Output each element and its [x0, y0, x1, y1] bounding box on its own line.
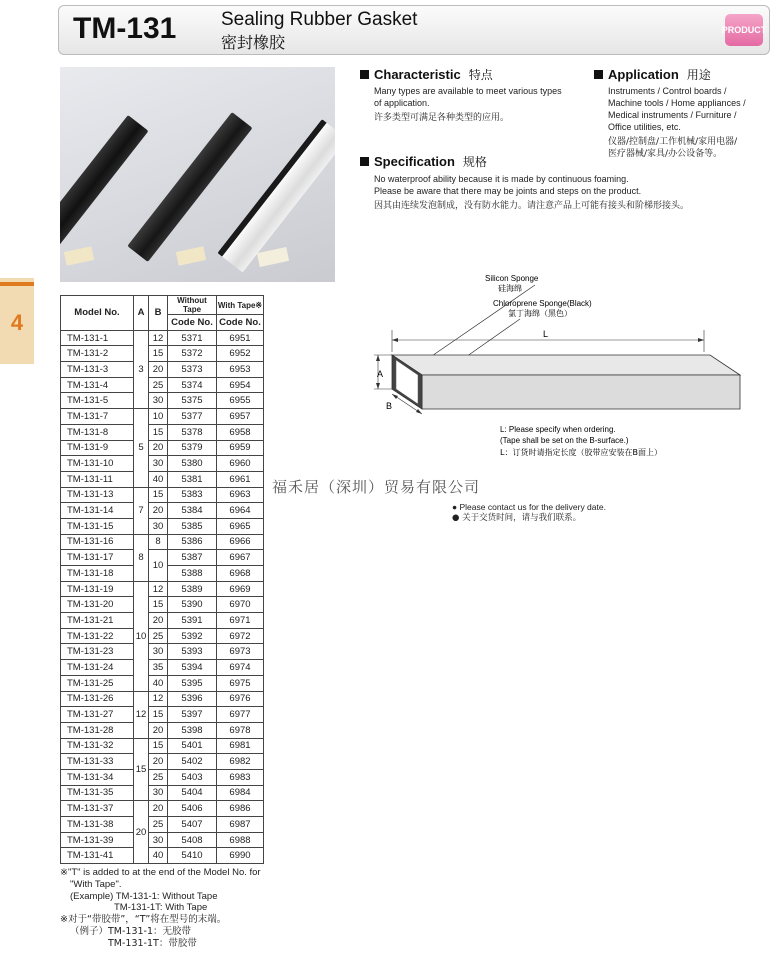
cell-code-without-tape: 5392 [168, 628, 217, 644]
cell-code-with-tape: 6990 [217, 848, 264, 864]
cell-b: 30 [149, 518, 168, 534]
cell-b: 30 [149, 785, 168, 801]
cell-b: 30 [149, 832, 168, 848]
cell-code-without-tape: 5375 [168, 393, 217, 409]
cell-code-with-tape: 6988 [217, 832, 264, 848]
application-heading: Application 用途 [594, 66, 711, 83]
cell-model-no: TM-131-26 [61, 691, 134, 707]
cell-model-no: TM-131-35 [61, 785, 134, 801]
cell-code-without-tape: 5389 [168, 581, 217, 597]
cell-model-no: TM-131-23 [61, 644, 134, 660]
cell-code-with-tape: 6987 [217, 817, 264, 833]
header-with-tape: With Tape※ [217, 296, 264, 315]
table-row [61, 456, 264, 472]
table-row [61, 722, 264, 738]
cell-code-with-tape: 6959 [217, 440, 264, 456]
cell-model-no: TM-131-17 [61, 550, 134, 566]
cell-model-no: TM-131-16 [61, 534, 134, 550]
cell-code-without-tape: 5385 [168, 518, 217, 534]
cell-b: 12 [149, 691, 168, 707]
cell-model-no: TM-131-8 [61, 424, 134, 440]
table-row [61, 362, 264, 378]
cell-model-no: TM-131-15 [61, 518, 134, 534]
cell-code-without-tape: 5388 [168, 566, 217, 582]
cell-a: 3 [134, 330, 149, 408]
header-code-no-1: Code No. [168, 315, 217, 331]
cell-b: 25 [149, 817, 168, 833]
table-row [61, 817, 264, 833]
cell-model-no: TM-131-5 [61, 393, 134, 409]
cell-b: 20 [149, 613, 168, 629]
specification-text: No waterproof ability because it is made by continuous foaming. Please be aware that there may be joints and steps on the product. 因其由连续发泡制成，没有防水能力。请注意产品上可能有接头和阶梯形接头。 [374, 174, 690, 211]
table-row [61, 801, 264, 817]
cell-code-with-tape: 6972 [217, 628, 264, 644]
table-row [61, 440, 264, 456]
cell-code-with-tape: 6964 [217, 503, 264, 519]
cell-code-without-tape: 5371 [168, 330, 217, 346]
application-text: Instruments / Control boards / Machine tools / Home appliances / Medical instruments / Furniture / Office utilities, etc. 仪器/控制盘/工作机械/家用电器/ 医疗器械/家具/办公设备等。 [608, 86, 746, 159]
cell-b: 15 [149, 424, 168, 440]
cell-model-no: TM-131-7 [61, 409, 134, 425]
cell-code-with-tape: 6953 [217, 362, 264, 378]
cell-b: 12 [149, 581, 168, 597]
cell-code-without-tape: 5380 [168, 456, 217, 472]
square-bullet-icon [360, 70, 369, 79]
product-badge: PRODUCT [725, 14, 763, 46]
cell-model-no: TM-131-2 [61, 346, 134, 362]
table-row [61, 848, 264, 864]
spec-table [60, 295, 264, 864]
l-arrow-right [698, 338, 704, 342]
table-row [61, 534, 264, 550]
gasket-side-face [422, 375, 740, 409]
gasket-top-face [392, 355, 740, 375]
dimension-l: L [543, 329, 549, 339]
table-row [61, 377, 264, 393]
cell-code-with-tape: 6951 [217, 330, 264, 346]
cell-code-with-tape: 6971 [217, 613, 264, 629]
square-bullet-icon [360, 157, 369, 166]
table-row [61, 691, 264, 707]
cell-a: 5 [134, 409, 149, 487]
cell-code-without-tape: 5393 [168, 644, 217, 660]
cell-a: 12 [134, 691, 149, 738]
table-row [61, 409, 264, 425]
chloroprene-label: Chloroprene Sponge(Black) [493, 299, 592, 308]
cell-code-without-tape: 5406 [168, 801, 217, 817]
cell-b: 12 [149, 330, 168, 346]
b-arrow-right [416, 409, 422, 414]
cell-b: 30 [149, 456, 168, 472]
cell-code-with-tape: 6984 [217, 785, 264, 801]
cell-b: 20 [149, 440, 168, 456]
cell-b: 30 [149, 644, 168, 660]
header-a: A [134, 296, 149, 331]
cell-model-no: TM-131-18 [61, 566, 134, 582]
cell-b: 20 [149, 754, 168, 770]
cell-code-without-tape: 5373 [168, 362, 217, 378]
cell-code-without-tape: 5381 [168, 471, 217, 487]
characteristic-text: Many types are available to meet various types of application. 许多类型可满足各种类型的应用。 [374, 86, 562, 123]
cell-code-without-tape: 5403 [168, 769, 217, 785]
table-row [61, 581, 264, 597]
cell-model-no: TM-131-10 [61, 456, 134, 472]
cell-code-with-tape: 6969 [217, 581, 264, 597]
table-row [61, 707, 264, 723]
characteristic-heading: Characteristic 特点 [360, 66, 493, 83]
cell-b: 15 [149, 738, 168, 754]
cell-a: 20 [134, 801, 149, 864]
cell-code-with-tape: 6975 [217, 675, 264, 691]
cell-code-without-tape: 5396 [168, 691, 217, 707]
table-row [61, 346, 264, 362]
header-bar [58, 5, 770, 55]
cell-code-with-tape: 6965 [217, 518, 264, 534]
cell-code-without-tape: 5390 [168, 597, 217, 613]
cell-code-without-tape: 5383 [168, 487, 217, 503]
cell-model-no: TM-131-32 [61, 738, 134, 754]
cell-b: 10 [149, 550, 168, 581]
table-row [61, 738, 264, 754]
diagram-note-3: L：订货时请指定长度（胶带应安装在B面上） [500, 448, 662, 457]
table-row [61, 613, 264, 629]
cell-code-with-tape: 6952 [217, 346, 264, 362]
cell-code-with-tape: 6974 [217, 660, 264, 676]
cell-b: 25 [149, 769, 168, 785]
cell-code-with-tape: 6963 [217, 487, 264, 503]
gasket-diagram [360, 268, 760, 468]
cell-b: 20 [149, 722, 168, 738]
cell-code-without-tape: 5374 [168, 377, 217, 393]
cell-code-without-tape: 5407 [168, 817, 217, 833]
cell-b: 15 [149, 487, 168, 503]
cell-code-without-tape: 5379 [168, 440, 217, 456]
cell-code-without-tape: 5398 [168, 722, 217, 738]
table-row [61, 424, 264, 440]
header-b: B [149, 296, 168, 331]
cell-code-without-tape: 5377 [168, 409, 217, 425]
cell-model-no: TM-131-9 [61, 440, 134, 456]
diagram-note-2: (Tape shall be set on the B-surface.) [500, 436, 629, 445]
cell-model-no: TM-131-19 [61, 581, 134, 597]
gasket-end-face-1 [64, 246, 94, 266]
cell-code-without-tape: 5394 [168, 660, 217, 676]
cell-a: 15 [134, 738, 149, 801]
cell-model-no: TM-131-28 [61, 722, 134, 738]
table-row [61, 675, 264, 691]
product-title-cn: 密封橡胶 [221, 33, 286, 52]
table-row [61, 628, 264, 644]
cell-b: 20 [149, 801, 168, 817]
cell-b: 25 [149, 377, 168, 393]
cell-model-no: TM-131-33 [61, 754, 134, 770]
delivery-note: ● Please contact us for the delivery date. ● 关于交货时间，请与我们联系。 [452, 502, 606, 523]
cell-b: 25 [149, 628, 168, 644]
cell-model-no: TM-131-4 [61, 377, 134, 393]
cell-model-no: TM-131-39 [61, 832, 134, 848]
cell-b: 15 [149, 597, 168, 613]
cell-b: 40 [149, 675, 168, 691]
silicon-sponge-label-cn: 硅海绵 [498, 284, 522, 293]
table-row [61, 769, 264, 785]
table-row [61, 754, 264, 770]
specification-heading: Specification 规格 [360, 153, 487, 170]
cell-b: 10 [149, 409, 168, 425]
cell-code-with-tape: 6970 [217, 597, 264, 613]
table-notes: ※"T" is added to at the end of the Model No. for "With Tape". (Example) TM-131-1: Without Tape TM-131-1T: With Tape ※对于“带胶带”，“T”将在型号的末端。 （例子）TM-131-1：无胶带 TM-131-1T：带胶带 [60, 867, 261, 949]
cell-a: 8 [134, 534, 149, 581]
cell-code-with-tape: 6976 [217, 691, 264, 707]
cell-b: 15 [149, 346, 168, 362]
cell-code-with-tape: 6986 [217, 801, 264, 817]
header-model-no: Model No. [61, 296, 134, 331]
cell-code-without-tape: 5408 [168, 832, 217, 848]
cell-code-without-tape: 5397 [168, 707, 217, 723]
cell-code-with-tape: 6966 [217, 534, 264, 550]
cell-model-no: TM-131-1 [61, 330, 134, 346]
table-row [61, 393, 264, 409]
cell-code-without-tape: 5387 [168, 550, 217, 566]
cell-b: 40 [149, 471, 168, 487]
b-arrow-left [392, 394, 398, 399]
section-number: 4 [10, 310, 24, 335]
dimension-b: B [386, 401, 393, 411]
cell-code-without-tape: 5404 [168, 785, 217, 801]
cell-code-with-tape: 6968 [217, 566, 264, 582]
cell-code-without-tape: 5378 [168, 424, 217, 440]
a-arrow-bottom [376, 383, 380, 389]
cell-model-no: TM-131-37 [61, 801, 134, 817]
cell-code-with-tape: 6978 [217, 722, 264, 738]
cell-code-without-tape: 5386 [168, 534, 217, 550]
silicon-sponge-label: Silicon Sponge [485, 274, 539, 283]
cell-code-with-tape: 6981 [217, 738, 264, 754]
cell-code-with-tape: 6954 [217, 377, 264, 393]
cell-b: 35 [149, 660, 168, 676]
company-watermark: 福禾居（深圳）贸易有限公司 [272, 478, 481, 496]
cell-code-without-tape: 5395 [168, 675, 217, 691]
cell-code-without-tape: 5401 [168, 738, 217, 754]
l-arrow-left [392, 338, 398, 342]
cell-code-with-tape: 6977 [217, 707, 264, 723]
cell-b: 15 [149, 707, 168, 723]
cell-model-no: TM-131-20 [61, 597, 134, 613]
dimension-a: A [377, 369, 384, 379]
cell-model-no: TM-131-41 [61, 848, 134, 864]
table-row [61, 503, 264, 519]
table-row [61, 518, 264, 534]
section-tab-accent [0, 282, 34, 286]
cell-b: 20 [149, 362, 168, 378]
cell-model-no: TM-131-25 [61, 675, 134, 691]
cell-model-no: TM-131-38 [61, 817, 134, 833]
cell-model-no: TM-131-34 [61, 769, 134, 785]
header-without-tape: Without Tape [168, 296, 217, 315]
table-row [61, 471, 264, 487]
cell-code-with-tape: 6957 [217, 409, 264, 425]
cell-code-without-tape: 5372 [168, 346, 217, 362]
header-code-no-2: Code No. [217, 315, 264, 331]
cell-code-with-tape: 6958 [217, 424, 264, 440]
chloroprene-label-cn: 氯丁海绵（黑色） [508, 309, 572, 318]
table-row [61, 597, 264, 613]
cell-code-without-tape: 5410 [168, 848, 217, 864]
diagram-note-1: L: Please specify when ordering. [500, 425, 616, 434]
cell-b: 40 [149, 848, 168, 864]
cell-model-no: TM-131-24 [61, 660, 134, 676]
cell-code-with-tape: 6960 [217, 456, 264, 472]
cell-b: 8 [149, 534, 168, 550]
cell-code-with-tape: 6955 [217, 393, 264, 409]
cell-code-with-tape: 6967 [217, 550, 264, 566]
table-row [61, 644, 264, 660]
table-row [61, 550, 264, 566]
cell-model-no: TM-131-11 [61, 471, 134, 487]
cell-b: 30 [149, 393, 168, 409]
model-title: TM-131 [73, 12, 177, 45]
cell-model-no: TM-131-14 [61, 503, 134, 519]
cell-b: 20 [149, 503, 168, 519]
cell-model-no: TM-131-3 [61, 362, 134, 378]
cell-code-without-tape: 5384 [168, 503, 217, 519]
square-bullet-icon [594, 70, 603, 79]
table-row [61, 330, 264, 346]
cell-model-no: TM-131-13 [61, 487, 134, 503]
spec-table-body [61, 330, 264, 863]
table-row [61, 785, 264, 801]
cell-a: 7 [134, 487, 149, 534]
cell-code-without-tape: 5391 [168, 613, 217, 629]
cell-code-with-tape: 6973 [217, 644, 264, 660]
cell-code-without-tape: 5402 [168, 754, 217, 770]
gasket-end-face-2 [176, 246, 206, 266]
cell-code-with-tape: 6961 [217, 471, 264, 487]
product-photo [60, 67, 335, 282]
cell-a: 10 [134, 581, 149, 691]
gasket-end-face-3 [257, 247, 289, 267]
product-title-en: Sealing Rubber Gasket [221, 9, 418, 30]
a-arrow-top [376, 355, 380, 361]
cell-model-no: TM-131-27 [61, 707, 134, 723]
cell-code-with-tape: 6983 [217, 769, 264, 785]
cell-model-no: TM-131-22 [61, 628, 134, 644]
table-row [61, 660, 264, 676]
cell-code-with-tape: 6982 [217, 754, 264, 770]
table-row [61, 832, 264, 848]
table-row [61, 487, 264, 503]
cell-model-no: TM-131-21 [61, 613, 134, 629]
